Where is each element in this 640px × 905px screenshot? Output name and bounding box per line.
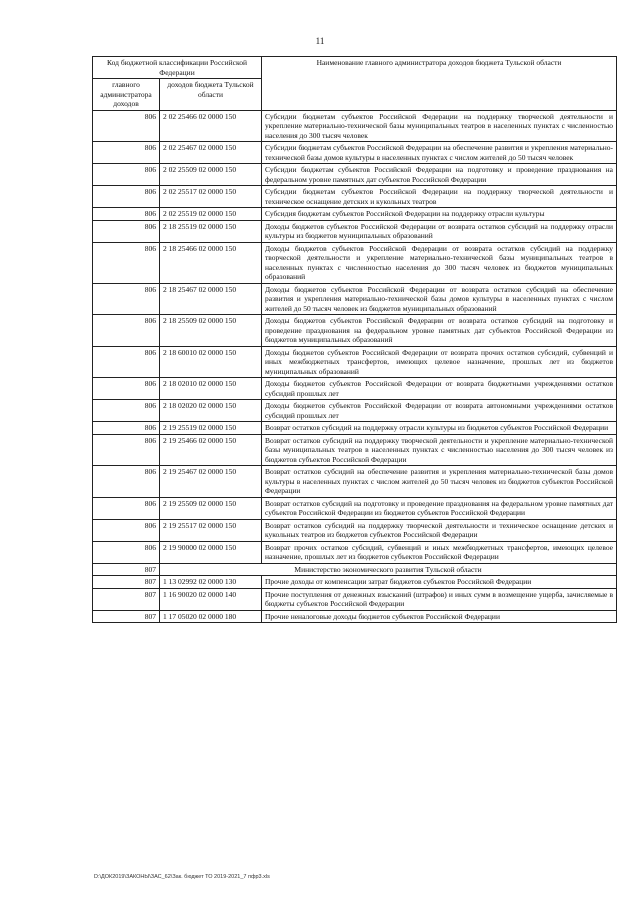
income-code-cell: 2 18 02010 02 0000 150: [160, 378, 262, 400]
income-name-cell: Возврат остатков субсидий на подготовку и проведение празднования на федеральном уровне памятных дат субъектов Российской Федерации из бюджетов субъектов Российской Федерации: [262, 497, 617, 519]
section-admin-code: 807: [93, 563, 160, 576]
income-name-cell: Возврат остатков субсидий на обеспечение развития и укрепления материально-технической базы домов культуры в населенных пунктах с числом жителей до 50 тысяч человек из бюджетов субъектов Российской Федерации: [262, 466, 617, 498]
file-path-footer: D:\ДОК2019\ЗАКОНЫ\ЗАС_62\Зак. бюджет ТО 2019-2021_7 пфр3.xls: [94, 874, 270, 880]
income-name-cell: Возврат остатков субсидий на поддержку отрасли культуры из бюджетов субъектов Российской Федерации: [262, 422, 617, 435]
income-code-cell: 2 19 25517 02 0000 150: [160, 519, 262, 541]
income-code-cell: 1 13 02992 02 0000 130: [160, 576, 262, 589]
income-code-cell: 2 19 90000 02 0000 150: [160, 541, 262, 563]
income-code-cell: 2 02 25519 02 0000 150: [160, 208, 262, 221]
section-row: [93, 563, 617, 576]
income-code-cell: 2 02 25509 02 0000 150: [160, 164, 262, 186]
table-row: [93, 466, 617, 498]
table-row: [93, 422, 617, 435]
table-row: [93, 400, 617, 422]
admin-code-cell: 806: [93, 497, 160, 519]
income-code-cell: 2 18 25466 02 0000 150: [160, 242, 262, 283]
admin-code-cell: 806: [93, 186, 160, 208]
table-row: [93, 164, 617, 186]
income-name-cell: Субсидии бюджетам субъектов Российской Федерации на обеспечение развития и укрепления материально-технической базы домов культуры в населенных пунктах с числом жителей до 50 тысяч человек: [262, 142, 617, 164]
table-row: [93, 576, 617, 589]
admin-code-cell: 806: [93, 208, 160, 221]
income-code-cell: 2 19 25509 02 0000 150: [160, 497, 262, 519]
table-body-807: [93, 576, 617, 623]
income-code-cell: 1 16 90020 02 0000 140: [160, 588, 262, 610]
income-code-cell: 2 19 25467 02 0000 150: [160, 466, 262, 498]
income-code-cell: 2 18 25519 02 0000 150: [160, 220, 262, 242]
income-name-cell: Прочие неналоговые доходы бюджетов субъектов Российской Федерации: [262, 610, 617, 623]
income-code-cell: 2 19 25466 02 0000 150: [160, 434, 262, 466]
income-name-cell: Субсидии бюджетам субъектов Российской Федерации на подготовку и проведение празднования на федеральном уровне памятных дат субъектов Российской Федерации: [262, 164, 617, 186]
admin-code-cell: 806: [93, 422, 160, 435]
income-name-cell: Доходы бюджетов субъектов Российской Федерации от возврата автономными учреждениями остатков субсидий прошлых лет: [262, 400, 617, 422]
admin-code-cell: 806: [93, 283, 160, 315]
table-row: [93, 434, 617, 466]
income-name-cell: Прочие доходы от компенсации затрат бюджетов субъектов Российской Федерации: [262, 576, 617, 589]
income-code-cell: 2 18 25467 02 0000 150: [160, 283, 262, 315]
table-body-806: [93, 110, 617, 563]
admin-code-cell: 806: [93, 242, 160, 283]
table-row: [93, 208, 617, 221]
income-code-cell: 2 02 25467 02 0000 150: [160, 142, 262, 164]
income-name-cell: Доходы бюджетов субъектов Российской Федерации от возврата остатков субсидий на поддержку отрасли культуры из бюджетов муниципальных образований: [262, 220, 617, 242]
admin-code-cell: 806: [93, 466, 160, 498]
income-name-cell: Возврат остатков субсидий на поддержку творческой деятельности и техническое оснащение детских и кукольных театров из бюджетов субъектов Российской Федерации: [262, 519, 617, 541]
admin-code-cell: 806: [93, 400, 160, 422]
table-row: [93, 315, 617, 347]
income-name-cell: Субсидии бюджетам субъектов Российской Федерации на поддержку творческой деятельности и укрепление материально-технической базы муниципальных театров в населенных пунктах с численностью населения до 300 тысяч человек: [262, 110, 617, 142]
income-code-cell: 1 17 05020 02 0000 180: [160, 610, 262, 623]
header-admin: главного администратора доходов: [93, 79, 160, 111]
income-name-cell: Возврат остатков субсидий на поддержку творческой деятельности и укрепление материально-технической базы муниципальных театров в населенных пунктах с численностью населения до 300 тысяч человек из бюджетов субъектов Российской Федерации: [262, 434, 617, 466]
table-row: [93, 110, 617, 142]
income-code-cell: 2 18 02020 02 0000 150: [160, 400, 262, 422]
table-row: [93, 186, 617, 208]
table-row: [93, 378, 617, 400]
income-name-cell: Доходы бюджетов субъектов Российской Федерации от возврата бюджетными учреждениями остатков субсидий прошлых лет: [262, 378, 617, 400]
income-name-cell: Доходы бюджетов субъектов Российской Федерации от возврата остатков субсидий на подготовку и проведение празднования на федеральном уровне памятных дат субъектов Российской Федерации из бюджетов муниципальных образований: [262, 315, 617, 347]
income-name-cell: Прочие поступления от денежных взысканий (штрафов) и иных сумм в возмещение ущерба, зачисляемые в бюджеты субъектов Российской Федерации: [262, 588, 617, 610]
table-row: [93, 242, 617, 283]
table-row: [93, 283, 617, 315]
admin-code-cell: 807: [93, 610, 160, 623]
admin-code-cell: 806: [93, 220, 160, 242]
table-row: [93, 519, 617, 541]
admin-code-cell: 806: [93, 110, 160, 142]
table-row: [93, 497, 617, 519]
header-name: Наименование главного администратора доходов бюджета Тульской области: [262, 57, 617, 111]
page-number: 11: [315, 36, 325, 46]
income-name-cell: Возврат прочих остатков субсидий, субвенций и иных межбюджетных трансфертов, имеющих целевое назначение, прошлых лет из бюджетов субъектов Российской Федерации: [262, 541, 617, 563]
section-title: Министерство экономического развития Тульской области: [160, 563, 617, 576]
header-group: Код бюджетной классификации Российской Федерации: [93, 57, 262, 79]
admin-code-cell: 807: [93, 576, 160, 589]
income-name-cell: Доходы бюджетов субъектов Российской Федерации от возврата остатков субсидий на поддержку творческой деятельности и укрепление материально-технической базы муниципальных театров в населенных пунктах с численностью населения до 300 тысяч человек из бюджетов муниципальных образований: [262, 242, 617, 283]
income-name-cell: Доходы бюджетов субъектов Российской Федерации от возврата остатков субсидий на обеспечение развития и укрепления материально-технической базы домов культуры в населенных пунктах с числом жителей до 50 тысяч человек из бюджетов муниципальных образований: [262, 283, 617, 315]
header-income: доходов бюджета Тульской области: [160, 79, 262, 111]
admin-code-cell: 806: [93, 142, 160, 164]
admin-code-cell: 807: [93, 588, 160, 610]
revenue-table: [92, 56, 617, 623]
admin-code-cell: 806: [93, 164, 160, 186]
income-name-cell: Субсидия бюджетам субъектов Российской Федерации на поддержку отрасли культуры: [262, 208, 617, 221]
admin-code-cell: 806: [93, 315, 160, 347]
admin-code-cell: 806: [93, 378, 160, 400]
income-code-cell: 2 18 60010 02 0000 150: [160, 346, 262, 378]
admin-code-cell: 806: [93, 434, 160, 466]
income-name-cell: Доходы бюджетов субъектов Российской Федерации от возврата прочих остатков субсидий, субвенций и иных межбюджетных трансфертов, имеющих целевое назначение, прошлых лет из бюджетов муниципальных образований: [262, 346, 617, 378]
table-row: [93, 142, 617, 164]
income-code-cell: 2 02 25517 02 0000 150: [160, 186, 262, 208]
table-row: [93, 541, 617, 563]
admin-code-cell: 806: [93, 346, 160, 378]
admin-code-cell: 806: [93, 541, 160, 563]
income-code-cell: 2 19 25519 02 0000 150: [160, 422, 262, 435]
table-row: [93, 220, 617, 242]
income-name-cell: Субсидии бюджетам субъектов Российской Федерации на поддержку творческой деятельности и техническое оснащение детских и кукольных театров: [262, 186, 617, 208]
table-row: [93, 588, 617, 610]
table-row: [93, 610, 617, 623]
admin-code-cell: 806: [93, 519, 160, 541]
table-row: [93, 346, 617, 378]
income-code-cell: 2 18 25509 02 0000 150: [160, 315, 262, 347]
income-code-cell: 2 02 25466 02 0000 150: [160, 110, 262, 142]
